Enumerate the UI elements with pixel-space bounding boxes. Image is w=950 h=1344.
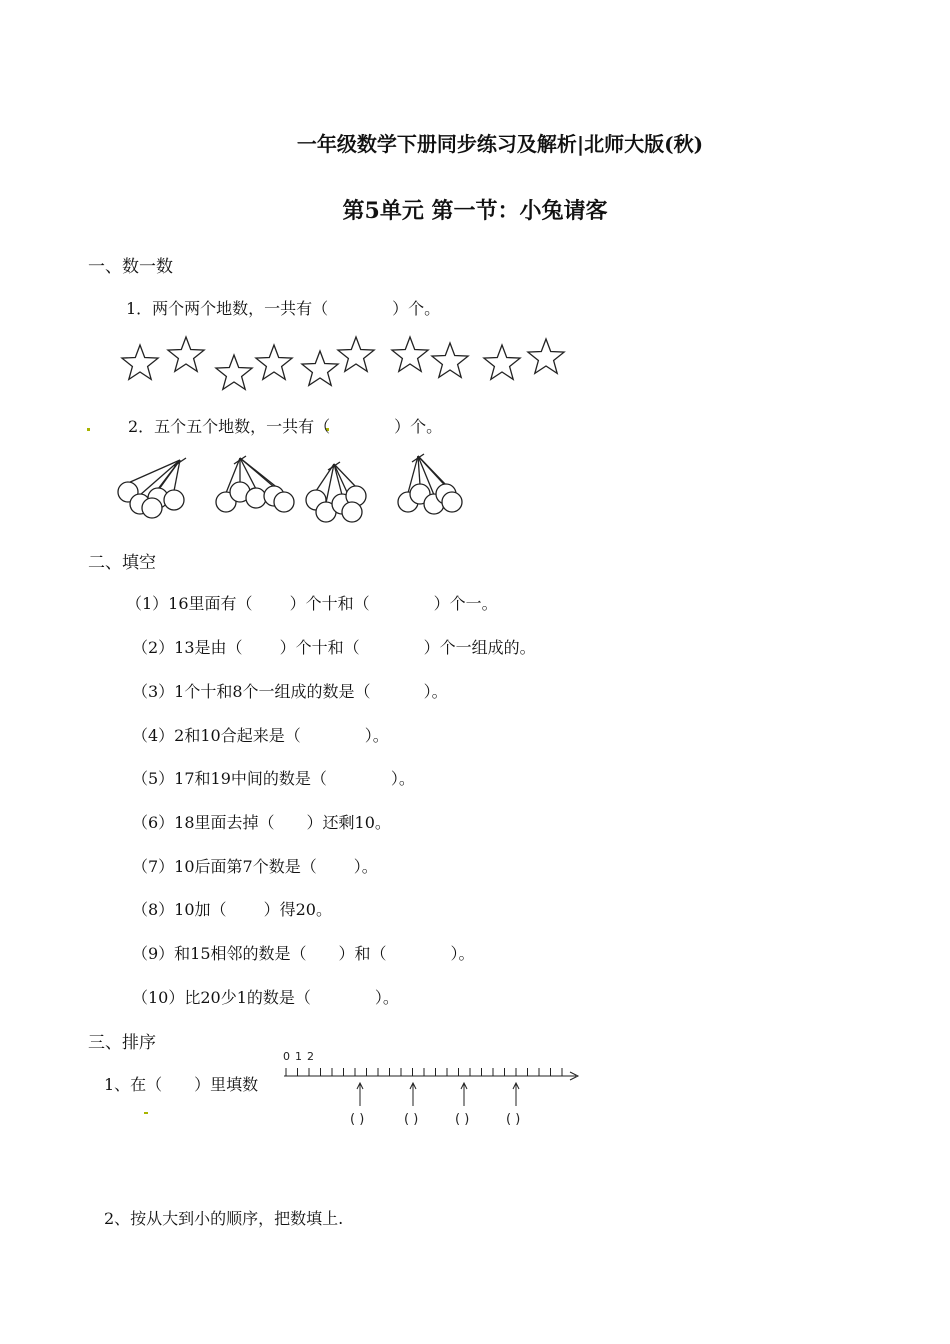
document-subtitle: 第5单元 第一节：小兔请客 — [342, 198, 608, 224]
fill-question-10: （10）比20少1的数是（ ）。 — [132, 988, 399, 1007]
star-shape — [338, 337, 374, 371]
star-shape — [302, 351, 338, 385]
stray-mark — [87, 428, 90, 431]
fill-question-9: （9）和15相邻的数是（ ）和（ ）。 — [132, 944, 475, 963]
cherry-ball — [246, 488, 266, 508]
stray-mark — [144, 1112, 148, 1114]
ordering-question-2: 2、按从大到小的顺序，把数填上. — [104, 1209, 344, 1228]
fill-question-1: （1）16里面有（ ）个十和（ ）个一。 — [126, 594, 498, 613]
question-count-by-twos: 1．两个两个地数，一共有（ ）个。 — [126, 299, 441, 318]
star-shape — [168, 337, 204, 371]
section-heading-ordering: 三、排序 — [88, 1033, 156, 1053]
fill-question-2: （2）13是由（ ）个十和（ ）个一组成的。 — [132, 638, 536, 657]
section-heading-fill-blank: 二、填空 — [88, 553, 156, 573]
number-line-blank-3: ( ) — [455, 1112, 470, 1127]
number-line-blank-4: ( ) — [506, 1112, 521, 1127]
fill-question-7: （7）10后面第7个数是（ ）。 — [132, 857, 378, 876]
star-shape — [484, 345, 520, 379]
question-count-by-fives: 2．五个五个地数，一共有（ ）个。 — [128, 417, 443, 436]
ordering-question-1: 1、在（ ）里填数 — [104, 1075, 259, 1094]
star-shape — [432, 343, 468, 377]
number-line-blank-1: ( ) — [350, 1112, 365, 1127]
star-shape — [528, 339, 564, 373]
fill-question-3: （3）1个十和8个一组成的数是（ ）。 — [132, 682, 448, 701]
fill-question-6: （6）18里面去掉（ ）还剩10。 — [132, 813, 391, 832]
fill-question-5: （5）17和19中间的数是（ ）。 — [132, 769, 415, 788]
cherries-illustration — [112, 452, 472, 532]
stars-illustration — [110, 332, 580, 402]
cherry-ball — [164, 490, 184, 510]
star-shape — [122, 345, 158, 379]
fill-question-8: （8）10加（ ）得20。 — [132, 900, 332, 919]
fill-question-4: （4）2和10合起来是（ ）。 — [132, 726, 389, 745]
number-line — [280, 1046, 590, 1130]
document-title: 一年级数学下册同步练习及解析|北师大版(秋) — [296, 132, 704, 156]
cherry-ball — [442, 492, 462, 512]
star-shape — [256, 345, 292, 379]
number-line-blank-2: ( ) — [404, 1112, 419, 1127]
number-line-label-0: 0 — [283, 1050, 290, 1063]
number-line-label-1: 1 — [295, 1050, 302, 1063]
cherry-ball — [342, 502, 362, 522]
star-shape — [216, 355, 252, 389]
cherry-ball — [274, 492, 294, 512]
cherry-ball — [142, 498, 162, 518]
section-heading-count: 一、数一数 — [88, 257, 173, 277]
number-line-label-2: 2 — [307, 1050, 314, 1063]
star-shape — [392, 337, 428, 371]
